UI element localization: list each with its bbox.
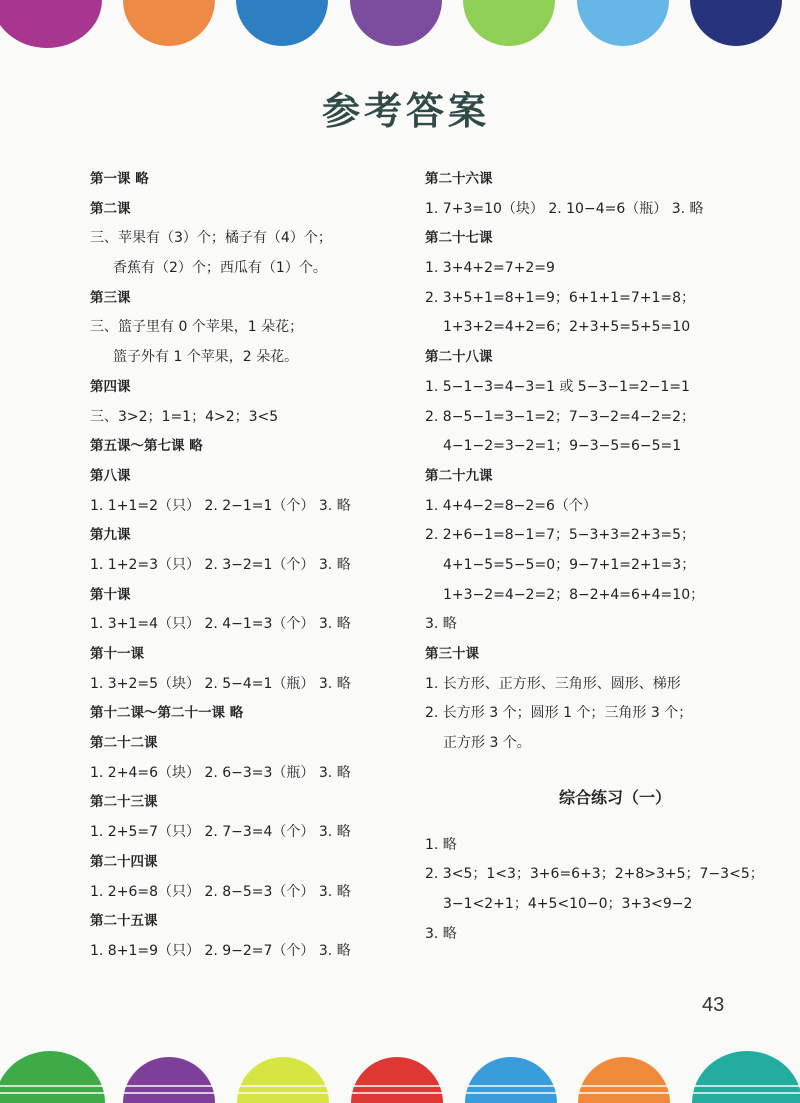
lesson-heading: 第一课 略 [90, 171, 149, 187]
answer-line: 三、3>2；1=1；4>2；3<5 [90, 408, 279, 425]
lesson-heading: 第三课 [90, 289, 131, 306]
answer-line: 1. 3+1=4（只） 2. 4−1=3（个） 3. 略 [90, 616, 351, 633]
lesson-heading: 第八课 [90, 467, 131, 484]
answer-line: 3. 略 [425, 925, 457, 942]
lesson-heading: 第二十六课 [425, 171, 493, 187]
lesson-heading: 第二十三课 [90, 794, 158, 811]
lesson-heading: 第二十四课 [90, 853, 158, 870]
lesson-heading: 第三十课 [425, 646, 479, 662]
answer-line: 3−1<2+1；4+5<10−0；3+3<9−2 [443, 896, 693, 913]
answer-line: 1. 3+2=5（块） 2. 5−4=1（瓶） 3. 略 [90, 675, 351, 692]
top-semicircle-4 [350, 0, 442, 46]
top-semicircle-1 [0, 0, 102, 48]
lesson-heading: 第十二课～第二十一课 略 [90, 705, 244, 722]
right-answer-column [425, 165, 775, 950]
bottom-semicircle-3 [237, 1057, 329, 1103]
answer-line: 2. 3<5；1<3；3+6=6+3；2+8>3+5；7−3<5； [425, 866, 764, 883]
top-semicircle-6 [577, 0, 669, 46]
answer-line: 1. 2+5=7（只） 2. 7−3=4（个） 3. 略 [90, 824, 351, 841]
answer-line: 正方形 3 个。 [443, 735, 531, 752]
lesson-heading: 第二十二课 [90, 735, 158, 752]
answer-line: 1+3+2=4+2=6；2+3+5=5+5=10 [443, 319, 691, 336]
answer-line: 1. 7+3=10（块） 2. 10−4=6（瓶） 3. 略 [425, 200, 704, 217]
bottom-semicircle-4 [351, 1057, 443, 1103]
lesson-heading: 第二十五课 [90, 913, 158, 930]
lesson-heading: 第二十七课 [425, 230, 493, 247]
answer-line: 1. 3+4+2=7+2=9 [425, 260, 555, 277]
answer-line: 1+3−2=4−2=2；8−2+4=6+4=10； [443, 586, 705, 603]
lesson-heading: 第二十八课 [425, 349, 493, 366]
answer-line: 2. 长方形 3 个；圆形 1 个；三角形 3 个； [425, 705, 693, 722]
lesson-heading: 第四课 [90, 378, 131, 395]
answer-line: 三、苹果有（3）个；橘子有（4）个； [90, 230, 332, 247]
bottom-decoration [0, 1046, 800, 1103]
answer-line: 1. 8+1=9（只） 2. 9−2=7（个） 3. 略 [90, 942, 351, 959]
answer-line: 1. 2+6=8（只） 2. 8−5=3（个） 3. 略 [90, 883, 351, 900]
lesson-heading: 第十课 [90, 586, 131, 603]
answer-line: 1. 略 [425, 836, 457, 853]
top-semicircle-3 [236, 0, 328, 46]
answer-line: 1. 5−1−3=4−3=1 或 5−3−1=2−1=1 [425, 378, 690, 395]
top-semicircle-7 [690, 0, 782, 46]
top-semicircle-5 [463, 0, 555, 46]
answer-line: 3. 略 [425, 616, 457, 633]
bottom-semicircle-6 [578, 1057, 670, 1103]
answer-line: 三、篮子里有 0 个苹果，1 朵花； [90, 319, 304, 336]
lesson-heading: 第五课～第七课 略 [90, 438, 203, 455]
answer-line: 篮子外有 1 个苹果，2 朵花。 [113, 349, 299, 366]
lesson-heading: 第十一课 [90, 646, 144, 662]
page-number: 43 [702, 994, 725, 1016]
bottom-semicircle-1 [0, 1051, 105, 1103]
bottom-semicircle-2 [123, 1057, 215, 1103]
answer-line: 4−1−2=3−2=1；9−3−5=6−5=1 [443, 438, 682, 455]
page-title: 参考答案 [321, 89, 490, 133]
answer-line: 2. 8−5−1=3−1=2；7−3−2=4−2=2； [425, 408, 695, 425]
answer-line: 1. 1+2=3（只） 2. 3−2=1（个） 3. 略 [90, 556, 351, 573]
left-answer-column [90, 165, 420, 967]
lesson-heading: 第九课 [90, 527, 131, 544]
answer-line: 4+1−5=5−5=0；9−7+1=2+1=3； [443, 556, 696, 573]
top-decoration [0, 0, 800, 52]
section-title: 综合练习（一） [558, 787, 671, 807]
bottom-semicircle-7 [692, 1051, 800, 1103]
bottom-semicircle-5 [465, 1057, 557, 1103]
answer-line: 2. 3+5+1=8+1=9；6+1+1=7+1=8； [425, 289, 695, 306]
answer-line: 1. 4+4−2=8−2=6（个） [425, 497, 597, 514]
lesson-heading: 第二课 [90, 200, 131, 217]
top-semicircle-2 [123, 0, 215, 46]
answer-line: 2. 2+6−1=8−1=7；5−3+3=2+3=5； [425, 527, 695, 544]
answer-line: 1. 1+1=2（只） 2. 2−1=1（个） 3. 略 [90, 497, 351, 514]
answer-line: 1. 2+4=6（块） 2. 6−3=3（瓶） 3. 略 [90, 764, 351, 781]
answer-line: 1. 长方形、正方形、三角形、圆形、梯形 [425, 675, 681, 692]
answer-line: 香蕉有（2）个；西瓜有（1）个。 [113, 260, 327, 277]
lesson-heading: 第二十九课 [425, 467, 493, 484]
